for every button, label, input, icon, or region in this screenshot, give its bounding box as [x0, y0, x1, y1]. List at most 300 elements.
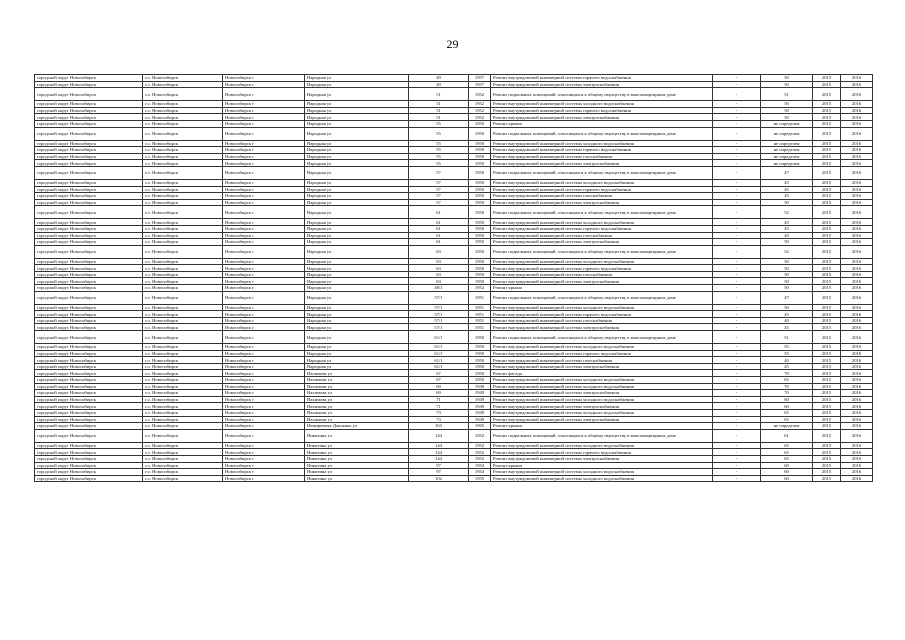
- district-cell: г.о. Новосибирск: [143, 455, 223, 462]
- build-year-cell: 1950: [469, 153, 491, 160]
- municipality-cell: городской округ Новосибирск: [35, 75, 143, 82]
- municipality-cell: городской округ Новосибирск: [35, 278, 143, 285]
- street-cell: Нахимова ул: [305, 416, 409, 423]
- district-cell: г.о. Новосибирск: [143, 114, 223, 121]
- district-cell: г.о. Новосибирск: [143, 304, 223, 311]
- wear-percent-cell: 47: [761, 166, 813, 179]
- table-row: [35, 199, 873, 206]
- dash-cell: -: [713, 291, 761, 304]
- wear-percent-cell: 65: [761, 455, 813, 462]
- dash-cell: -: [713, 160, 761, 167]
- end-year-cell: 2016: [841, 225, 873, 232]
- work-type-cell: Ремонт фасада: [491, 370, 713, 377]
- wear-percent-cell: 40: [761, 317, 813, 324]
- work-type-cell: Ремонт внутридомовой инженерной системы газоснабжения: [491, 357, 713, 364]
- work-type-cell: Ремонт внутридомовой инженерной системы горячего водоснабжения: [491, 186, 713, 193]
- start-year-cell: 2015: [813, 462, 841, 469]
- dash-cell: -: [713, 285, 761, 292]
- district-cell: г.о. Новосибирск: [143, 331, 223, 344]
- start-year-cell: 2015: [813, 331, 841, 344]
- table-row: [35, 291, 873, 304]
- street-cell: Народная ул: [305, 265, 409, 272]
- build-year-cell: 1949: [469, 383, 491, 390]
- settlement-cell: Новосибирск г: [223, 193, 305, 200]
- end-year-cell: 2016: [841, 271, 873, 278]
- street-cell: Народная ул: [305, 278, 409, 285]
- house-number-cell: 63: [409, 245, 469, 258]
- end-year-cell: 2016: [841, 101, 873, 108]
- start-year-cell: 2015: [813, 147, 841, 154]
- house-number-cell: 57: [409, 193, 469, 200]
- district-cell: г.о. Новосибирск: [143, 265, 223, 272]
- dash-cell: -: [713, 153, 761, 160]
- wear-percent-cell: 40: [761, 357, 813, 364]
- municipality-cell: городской округ Новосибирск: [35, 127, 143, 140]
- street-cell: Народная ул: [305, 81, 409, 88]
- build-year-cell: 1950: [469, 147, 491, 154]
- house-number-cell: 144: [409, 449, 469, 456]
- settlement-cell: Новосибирск г: [223, 403, 305, 410]
- house-number-cell: 63: [409, 258, 469, 265]
- municipality-cell: городской округ Новосибирск: [35, 423, 143, 430]
- start-year-cell: 2015: [813, 344, 841, 351]
- street-cell: Народная ул: [305, 357, 409, 364]
- work-type-cell: Ремонт внутридомовой инженерной системы газоснабжения: [491, 193, 713, 200]
- municipality-cell: городской округ Новосибирск: [35, 350, 143, 357]
- district-cell: г.о. Новосибирск: [143, 350, 223, 357]
- dash-cell: -: [713, 107, 761, 114]
- wear-percent-cell: 45: [761, 363, 813, 370]
- street-cell: Никитина ул: [305, 442, 409, 449]
- build-year-cell: 1950: [469, 232, 491, 239]
- house-number-cell: 57/1: [409, 317, 469, 324]
- end-year-cell: 2016: [841, 107, 873, 114]
- municipality-cell: городской округ Новосибирск: [35, 357, 143, 364]
- street-cell: Народная ул: [305, 219, 409, 226]
- house-number-cell: 57: [409, 166, 469, 179]
- settlement-cell: Новосибирск г: [223, 442, 305, 449]
- dash-cell: -: [713, 206, 761, 219]
- dash-cell: -: [713, 186, 761, 193]
- district-cell: г.о. Новосибирск: [143, 475, 223, 482]
- street-cell: Никитина ул: [305, 469, 409, 476]
- start-year-cell: 2015: [813, 193, 841, 200]
- dash-cell: -: [713, 377, 761, 384]
- start-year-cell: 2015: [813, 390, 841, 397]
- build-year-cell: 1950: [469, 357, 491, 364]
- municipality-cell: городской округ Новосибирск: [35, 324, 143, 331]
- dash-cell: -: [713, 331, 761, 344]
- end-year-cell: 2016: [841, 442, 873, 449]
- build-year-cell: 1949: [469, 390, 491, 397]
- end-year-cell: 2016: [841, 291, 873, 304]
- table-row: [35, 147, 873, 154]
- street-cell: Народная ул: [305, 101, 409, 108]
- street-cell: Народная ул: [305, 179, 409, 186]
- wear-percent-cell: 40: [761, 232, 813, 239]
- work-type-cell: Ремонт внутридомовой инженерной системы холодного водоснабжения: [491, 179, 713, 186]
- build-year-cell: 1951: [469, 324, 491, 331]
- wear-percent-cell: 60: [761, 403, 813, 410]
- settlement-cell: Новосибирск г: [223, 127, 305, 140]
- table-row: [35, 370, 873, 377]
- house-number-cell: 63: [409, 278, 469, 285]
- street-cell: Народная ул: [305, 285, 409, 292]
- municipality-cell: городской округ Новосибирск: [35, 239, 143, 246]
- district-cell: г.о. Новосибирск: [143, 120, 223, 127]
- wear-percent-cell: 60: [761, 475, 813, 482]
- build-year-cell: 1952: [469, 442, 491, 449]
- street-cell: Народная ул: [305, 88, 409, 101]
- work-type-cell: Ремонт внутридомовой инженерной системы электроснабжения: [491, 324, 713, 331]
- end-year-cell: 2016: [841, 462, 873, 469]
- street-cell: Народная ул: [305, 232, 409, 239]
- settlement-cell: Новосибирск г: [223, 455, 305, 462]
- build-year-cell: 1954: [469, 469, 491, 476]
- build-year-cell: 1952: [469, 114, 491, 121]
- municipality-cell: городской округ Новосибирск: [35, 199, 143, 206]
- dash-cell: -: [713, 429, 761, 442]
- settlement-cell: Новосибирск г: [223, 88, 305, 101]
- build-year-cell: 1950: [469, 219, 491, 226]
- start-year-cell: 2015: [813, 153, 841, 160]
- table-row: [35, 317, 873, 324]
- street-cell: Никитина ул: [305, 429, 409, 442]
- dash-cell: -: [713, 120, 761, 127]
- district-cell: г.о. Новосибирск: [143, 107, 223, 114]
- house-number-cell: 55: [409, 140, 469, 147]
- settlement-cell: Новосибирск г: [223, 278, 305, 285]
- settlement-cell: Новосибирск г: [223, 101, 305, 108]
- wear-percent-cell: 65: [761, 409, 813, 416]
- house-number-cell: 55: [409, 153, 469, 160]
- settlement-cell: Новосибирск г: [223, 409, 305, 416]
- district-cell: г.о. Новосибирск: [143, 88, 223, 101]
- wear-percent-cell: 55: [761, 344, 813, 351]
- municipality-cell: городской округ Новосибирск: [35, 475, 143, 482]
- end-year-cell: 2016: [841, 344, 873, 351]
- start-year-cell: 2015: [813, 271, 841, 278]
- street-cell: Никитина ул: [305, 449, 409, 456]
- end-year-cell: 2016: [841, 127, 873, 140]
- house-number-cell: 51: [409, 101, 469, 108]
- build-year-cell: 1950: [469, 160, 491, 167]
- municipality-cell: городской округ Новосибирск: [35, 258, 143, 265]
- district-cell: г.о. Новосибирск: [143, 278, 223, 285]
- work-type-cell: Ремонт внутридомовой инженерной системы холодного водоснабжения: [491, 304, 713, 311]
- settlement-cell: Новосибирск г: [223, 350, 305, 357]
- table-row: [35, 344, 873, 351]
- build-year-cell: 1950: [469, 225, 491, 232]
- settlement-cell: Новосибирск г: [223, 317, 305, 324]
- dash-cell: -: [713, 370, 761, 377]
- work-type-cell: Ремонт внутридомовой инженерной системы электроснабжения: [491, 81, 713, 88]
- house-number-cell: 144: [409, 442, 469, 449]
- end-year-cell: 2016: [841, 409, 873, 416]
- settlement-cell: Новосибирск г: [223, 311, 305, 318]
- settlement-cell: Новосибирск г: [223, 357, 305, 364]
- district-cell: г.о. Новосибирск: [143, 285, 223, 292]
- dash-cell: -: [713, 147, 761, 154]
- build-year-cell: 1951: [469, 291, 491, 304]
- build-year-cell: 1950: [469, 199, 491, 206]
- house-number-cell: 67: [409, 370, 469, 377]
- table-row: [35, 331, 873, 344]
- district-cell: г.о. Новосибирск: [143, 409, 223, 416]
- table-row: [35, 245, 873, 258]
- build-year-cell: 1949: [469, 416, 491, 423]
- house-number-cell: 55: [409, 127, 469, 140]
- table-row: [35, 423, 873, 430]
- start-year-cell: 2015: [813, 304, 841, 311]
- build-year-cell: 1950: [469, 179, 491, 186]
- start-year-cell: 2015: [813, 396, 841, 403]
- street-cell: Народная ул: [305, 206, 409, 219]
- wear-percent-cell: 61: [761, 429, 813, 442]
- start-year-cell: 2015: [813, 186, 841, 193]
- wear-percent-cell: 50: [761, 107, 813, 114]
- work-type-cell: Ремонт внутридомовой инженерной системы газоснабжения: [491, 232, 713, 239]
- start-year-cell: 2015: [813, 225, 841, 232]
- work-type-cell: Ремонт внутридомовой инженерной системы холодного водоснабжения: [491, 377, 713, 384]
- build-year-cell: 1950: [469, 350, 491, 357]
- build-year-cell: 1952: [469, 285, 491, 292]
- dash-cell: -: [713, 278, 761, 285]
- work-type-cell: Ремонт внутридомовой инженерной системы газоснабжения: [491, 153, 713, 160]
- start-year-cell: 2015: [813, 416, 841, 423]
- work-type-cell: Ремонт крыши: [491, 120, 713, 127]
- end-year-cell: 2016: [841, 245, 873, 258]
- wear-percent-cell: 51: [761, 88, 813, 101]
- start-year-cell: 2015: [813, 120, 841, 127]
- district-cell: г.о. Новосибирск: [143, 449, 223, 456]
- dash-cell: -: [713, 140, 761, 147]
- municipality-cell: городской округ Новосибирск: [35, 153, 143, 160]
- table-row: [35, 350, 873, 357]
- work-type-cell: Ремонт внутридомовой инженерной системы горячего водоснабжения: [491, 449, 713, 456]
- dash-cell: -: [713, 416, 761, 423]
- table-row: [35, 455, 873, 462]
- start-year-cell: 2015: [813, 107, 841, 114]
- work-type-cell: Ремонт внутридомовой инженерной системы газоснабжения: [491, 271, 713, 278]
- settlement-cell: Новосибирск г: [223, 219, 305, 226]
- street-cell: Народная ул: [305, 193, 409, 200]
- settlement-cell: Новосибирск г: [223, 258, 305, 265]
- end-year-cell: 2016: [841, 186, 873, 193]
- work-type-cell: Ремонт внутридомовой инженерной системы электроснабжения: [491, 455, 713, 462]
- end-year-cell: 2016: [841, 219, 873, 226]
- dash-cell: -: [713, 357, 761, 364]
- work-type-cell: Ремонт внутридомовой инженерной системы горячего водоснабжения: [491, 107, 713, 114]
- dash-cell: -: [713, 166, 761, 179]
- table-row: [35, 403, 873, 410]
- settlement-cell: Новосибирск г: [223, 383, 305, 390]
- dash-cell: -: [713, 101, 761, 108]
- settlement-cell: Новосибирск г: [223, 370, 305, 377]
- build-year-cell: 1954: [469, 462, 491, 469]
- end-year-cell: 2016: [841, 469, 873, 476]
- start-year-cell: 2015: [813, 475, 841, 482]
- street-cell: Народная ул: [305, 363, 409, 370]
- settlement-cell: Новосибирск г: [223, 469, 305, 476]
- settlement-cell: Новосибирск г: [223, 147, 305, 154]
- house-number-cell: 57/1: [409, 291, 469, 304]
- street-cell: Народная ул: [305, 75, 409, 82]
- settlement-cell: Новосибирск г: [223, 225, 305, 232]
- municipality-cell: городской округ Новосибирск: [35, 429, 143, 442]
- house-number-cell: 49/1: [409, 285, 469, 292]
- work-type-cell: Ремонт внутридомовой инженерной системы холодного водоснабжения: [491, 469, 713, 476]
- district-cell: г.о. Новосибирск: [143, 363, 223, 370]
- dash-cell: -: [713, 225, 761, 232]
- end-year-cell: 2016: [841, 416, 873, 423]
- wear-percent-cell: не определен: [761, 423, 813, 430]
- start-year-cell: 2015: [813, 166, 841, 179]
- end-year-cell: 2016: [841, 75, 873, 82]
- build-year-cell: 1955: [469, 475, 491, 482]
- house-number-cell: 69: [409, 383, 469, 390]
- wear-percent-cell: не определен: [761, 153, 813, 160]
- table-row: [35, 153, 873, 160]
- municipality-cell: городской округ Новосибирск: [35, 101, 143, 108]
- street-cell: Народная ул: [305, 239, 409, 246]
- start-year-cell: 2015: [813, 403, 841, 410]
- district-cell: г.о. Новосибирск: [143, 166, 223, 179]
- table-row: [35, 449, 873, 456]
- start-year-cell: 2015: [813, 278, 841, 285]
- settlement-cell: Новосибирск г: [223, 304, 305, 311]
- street-cell: Народная ул: [305, 245, 409, 258]
- municipality-cell: городской округ Новосибирск: [35, 107, 143, 114]
- district-cell: г.о. Новосибирск: [143, 271, 223, 278]
- wear-percent-cell: 52: [761, 245, 813, 258]
- dash-cell: -: [713, 81, 761, 88]
- end-year-cell: 2016: [841, 311, 873, 318]
- start-year-cell: 2015: [813, 409, 841, 416]
- district-cell: г.о. Новосибирск: [143, 101, 223, 108]
- settlement-cell: Новосибирск г: [223, 416, 305, 423]
- municipality-cell: городской округ Новосибирск: [35, 232, 143, 239]
- work-type-cell: Ремонт внутридомовой инженерной системы горячего водоснабжения: [491, 147, 713, 154]
- house-number-cell: 49: [409, 81, 469, 88]
- build-year-cell: 1952: [469, 88, 491, 101]
- municipality-cell: городской округ Новосибирск: [35, 88, 143, 101]
- district-cell: г.о. Новосибирск: [143, 377, 223, 384]
- start-year-cell: 2015: [813, 311, 841, 318]
- wear-percent-cell: 55: [761, 350, 813, 357]
- wear-percent-cell: 50: [761, 271, 813, 278]
- wear-percent-cell: 50: [761, 258, 813, 265]
- wear-percent-cell: 50: [761, 239, 813, 246]
- municipality-cell: городской округ Новосибирск: [35, 383, 143, 390]
- settlement-cell: Новосибирск г: [223, 291, 305, 304]
- municipality-cell: городской округ Новосибирск: [35, 331, 143, 344]
- table-row: [35, 219, 873, 226]
- district-cell: г.о. Новосибирск: [143, 153, 223, 160]
- wear-percent-cell: 70: [761, 370, 813, 377]
- table-row: [35, 429, 873, 442]
- wear-percent-cell: 50: [761, 304, 813, 311]
- work-type-cell: Ремонт внутридомовой инженерной системы горячего водоснабжения: [491, 75, 713, 82]
- settlement-cell: Новосибирск г: [223, 81, 305, 88]
- end-year-cell: 2016: [841, 239, 873, 246]
- build-year-cell: 1950: [469, 363, 491, 370]
- settlement-cell: Новосибирск г: [223, 390, 305, 397]
- build-year-cell: 1950: [469, 186, 491, 193]
- wear-percent-cell: 52: [761, 206, 813, 219]
- settlement-cell: Новосибирск г: [223, 206, 305, 219]
- settlement-cell: Новосибирск г: [223, 377, 305, 384]
- wear-percent-cell: 50: [761, 265, 813, 272]
- settlement-cell: Новосибирск г: [223, 396, 305, 403]
- district-cell: г.о. Новосибирск: [143, 423, 223, 430]
- house-number-cell: 73: [409, 416, 469, 423]
- street-cell: Народная ул: [305, 153, 409, 160]
- street-cell: Никитина ул: [305, 462, 409, 469]
- wear-percent-cell: не определен: [761, 127, 813, 140]
- start-year-cell: 2015: [813, 114, 841, 121]
- build-year-cell: 1950: [469, 377, 491, 384]
- end-year-cell: 2016: [841, 455, 873, 462]
- street-cell: Народная ул: [305, 350, 409, 357]
- work-type-cell: Ремонт внутридомовой инженерной системы электроснабжения: [491, 160, 713, 167]
- street-cell: Народная ул: [305, 271, 409, 278]
- municipality-cell: городской округ Новосибирск: [35, 403, 143, 410]
- street-cell: Народная ул: [305, 225, 409, 232]
- settlement-cell: Новосибирск г: [223, 160, 305, 167]
- district-cell: г.о. Новосибирск: [143, 357, 223, 364]
- municipality-cell: городской округ Новосибирск: [35, 291, 143, 304]
- house-number-cell: 61: [409, 225, 469, 232]
- municipality-cell: городской округ Новосибирск: [35, 147, 143, 154]
- street-cell: Народная ул: [305, 344, 409, 351]
- work-type-cell: Ремонт крыши: [491, 285, 713, 292]
- house-number-cell: 61: [409, 239, 469, 246]
- house-number-cell: 51: [409, 88, 469, 101]
- municipality-cell: городской округ Новосибирск: [35, 462, 143, 469]
- end-year-cell: 2016: [841, 383, 873, 390]
- house-number-cell: 61/1: [409, 344, 469, 351]
- dash-cell: -: [713, 258, 761, 265]
- dash-cell: -: [713, 317, 761, 324]
- street-cell: Народная ул: [305, 120, 409, 127]
- build-year-cell: 1950: [469, 258, 491, 265]
- work-type-cell: Ремонт внутридомовой инженерной системы горячего водоснабжения: [491, 225, 713, 232]
- house-number-cell: 57/1: [409, 311, 469, 318]
- municipality-cell: городской округ Новосибирск: [35, 390, 143, 397]
- end-year-cell: 2016: [841, 377, 873, 384]
- settlement-cell: Новосибирск г: [223, 285, 305, 292]
- work-type-cell: Ремонт подвальных помещений, относящихся к общему имуществу в многоквартирном доме: [491, 88, 713, 101]
- street-cell: Никитина ул: [305, 475, 409, 482]
- settlement-cell: Новосибирск г: [223, 429, 305, 442]
- municipality-cell: городской округ Новосибирск: [35, 396, 143, 403]
- district-cell: г.о. Новосибирск: [143, 469, 223, 476]
- build-year-cell: 1957: [469, 81, 491, 88]
- wear-percent-cell: 51: [761, 331, 813, 344]
- district-cell: г.о. Новосибирск: [143, 416, 223, 423]
- work-type-cell: Ремонт внутридомовой инженерной системы электроснабжения: [491, 239, 713, 246]
- municipality-cell: городской округ Новосибирск: [35, 206, 143, 219]
- end-year-cell: 2016: [841, 114, 873, 121]
- table-row: [35, 107, 873, 114]
- dash-cell: -: [713, 390, 761, 397]
- dash-cell: -: [713, 396, 761, 403]
- build-year-cell: 1950: [469, 331, 491, 344]
- wear-percent-cell: 50: [761, 101, 813, 108]
- wear-percent-cell: 65: [761, 442, 813, 449]
- table-row: [35, 271, 873, 278]
